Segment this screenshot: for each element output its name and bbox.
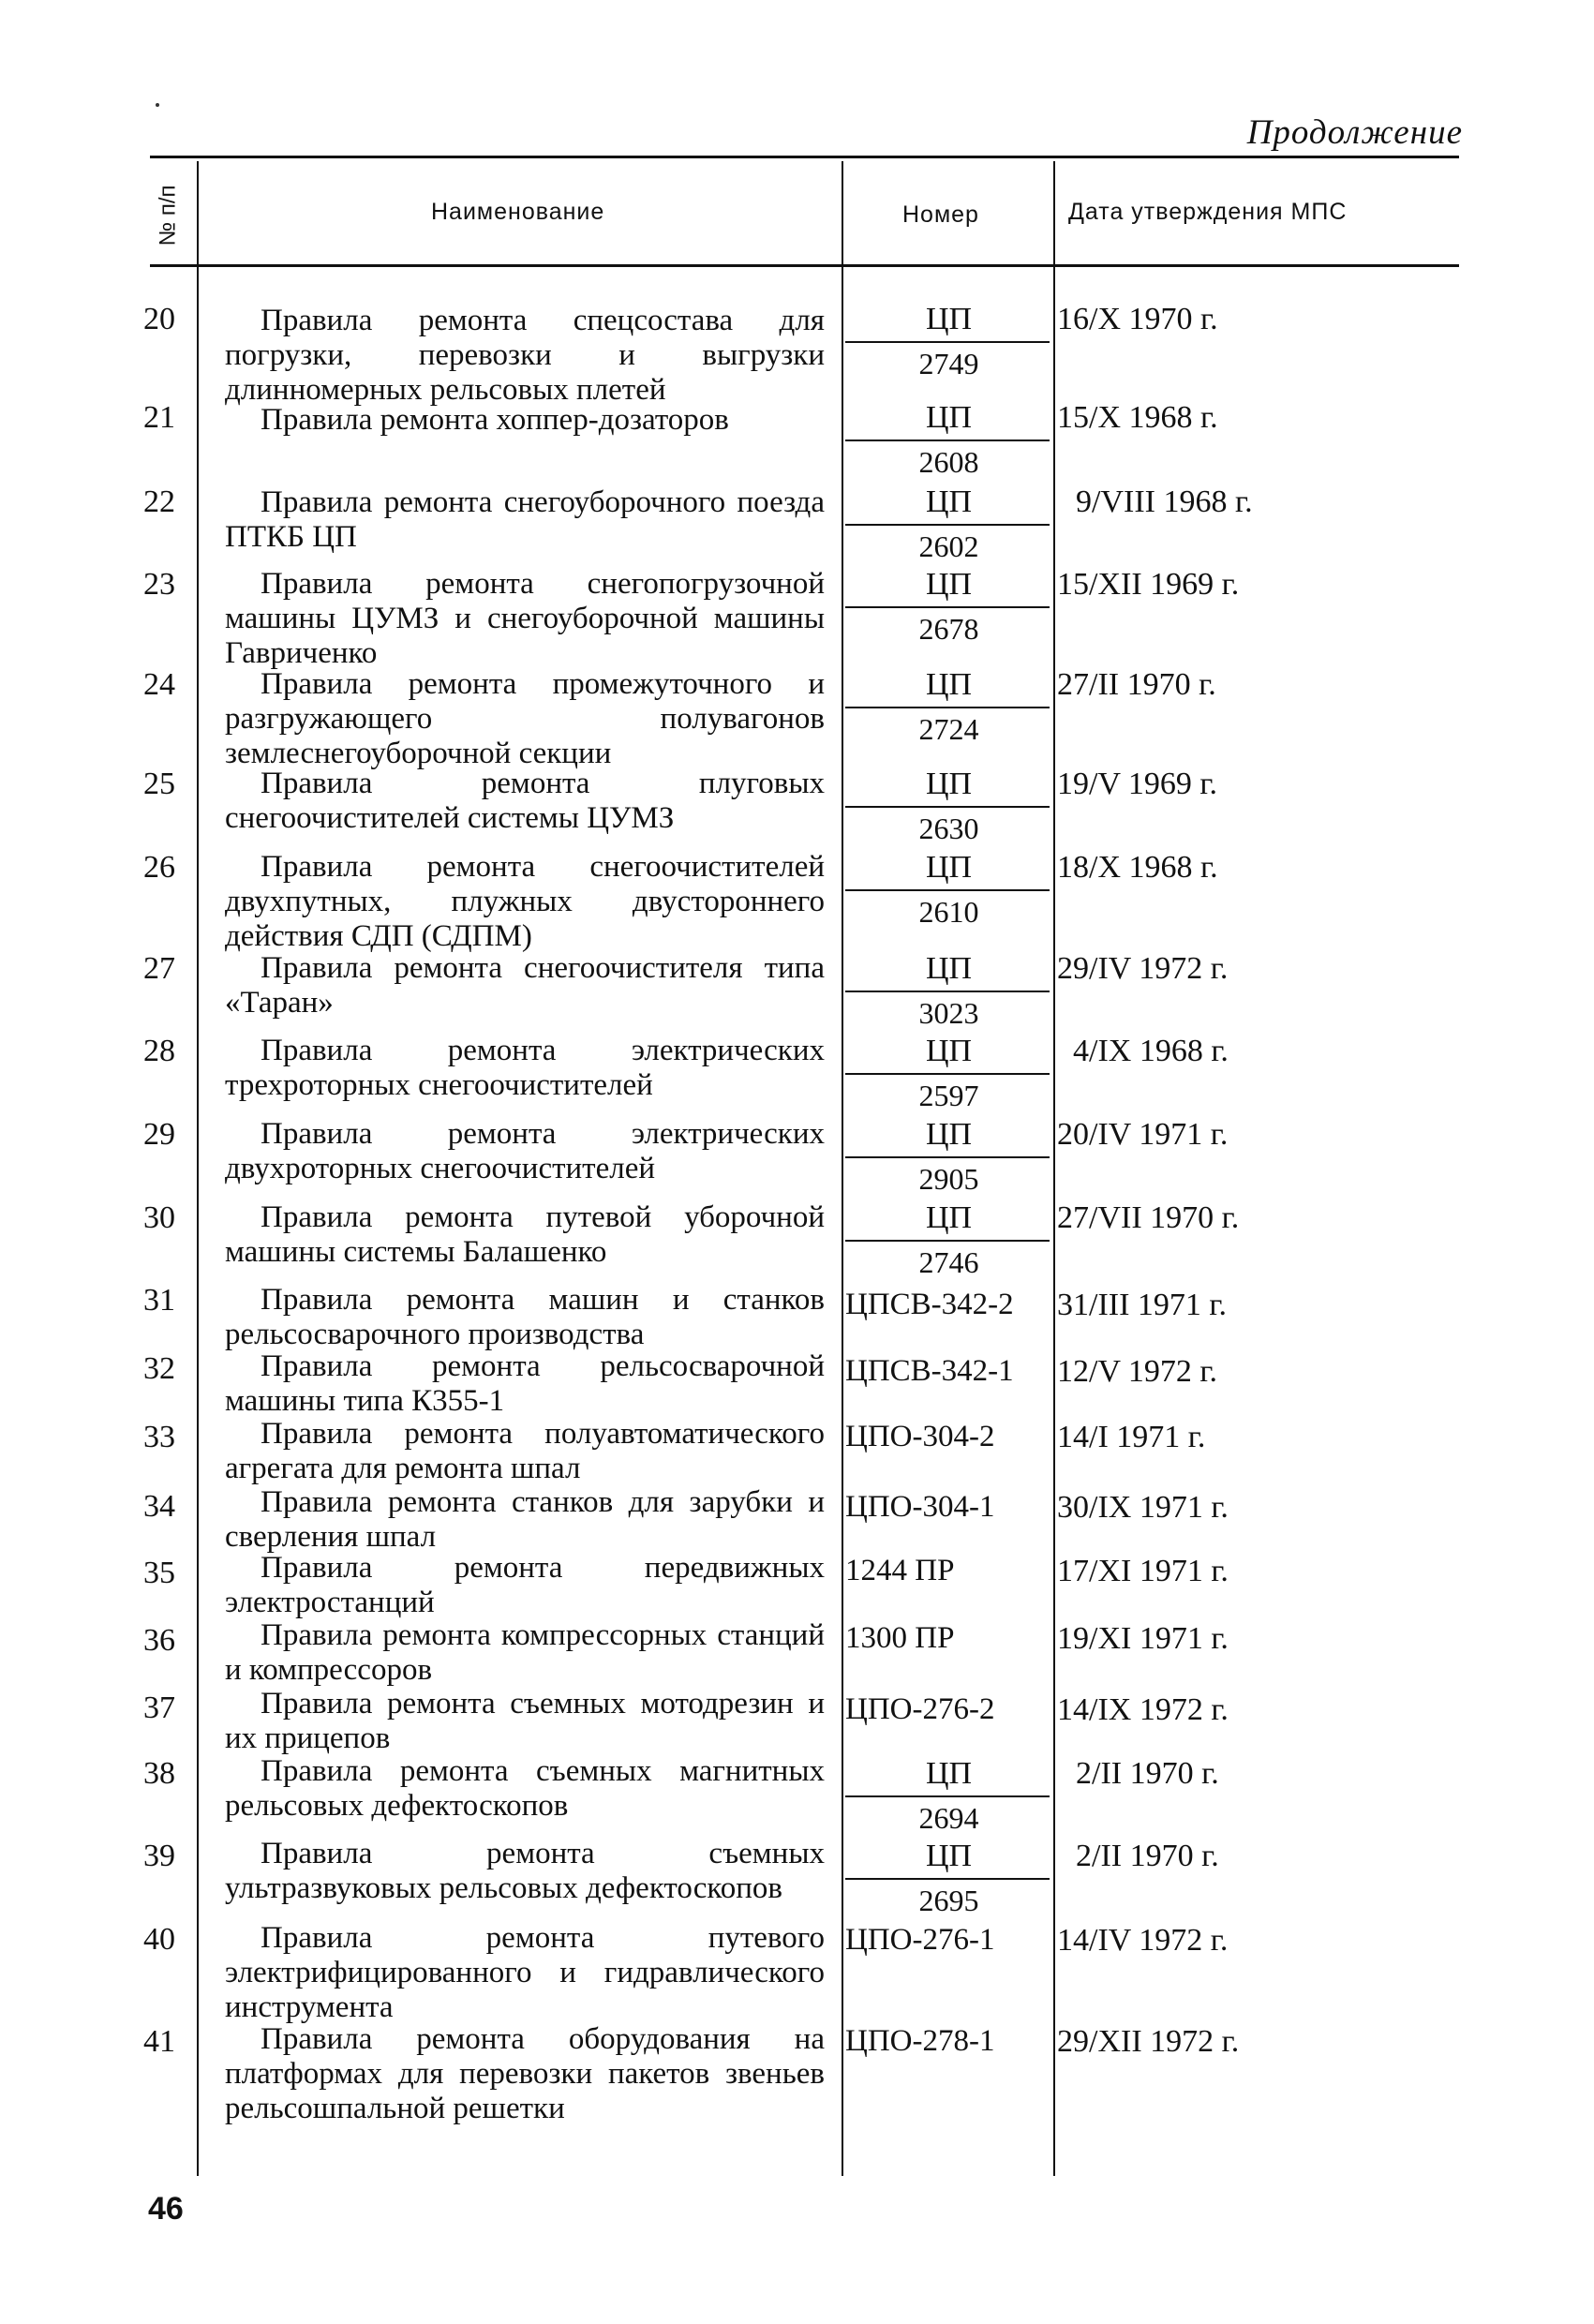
row-number: 41 xyxy=(143,2024,175,2059)
row-number: 32 xyxy=(143,1351,175,1386)
row-number: 26 xyxy=(143,850,175,885)
row-number: 31 xyxy=(143,1283,175,1318)
row-name: Правила ремонта полуавтоматического агрегата для ремонта шпал xyxy=(225,1417,825,1485)
row-number: 33 xyxy=(143,1420,175,1454)
row-date: 14/I 1971 г. xyxy=(1057,1420,1206,1454)
row-date: 18/X 1968 г. xyxy=(1057,850,1218,885)
row-code-top: ЦП xyxy=(925,1839,973,1873)
row-code-fraction-line xyxy=(845,1878,1050,1880)
row-number: 23 xyxy=(143,567,175,602)
row-date: 14/IX 1972 г. xyxy=(1057,1692,1229,1727)
row-code: ЦПО-276-2 xyxy=(845,1692,995,1726)
row-date: 29/XII 1972 г. xyxy=(1057,2024,1240,2059)
row-code-fraction-line xyxy=(845,806,1050,808)
header-bottom-rule xyxy=(150,264,1459,267)
row-code-bottom: 2905 xyxy=(918,1162,979,1196)
row-name: Правила ремонта рельсосварочной машины типа К355-1 xyxy=(225,1349,825,1418)
row-number: 29 xyxy=(143,1117,175,1152)
row-code-bottom: 2724 xyxy=(918,712,979,746)
row-name: Правила ремонта снегоочистителя типа «Таран» xyxy=(225,951,825,1020)
row-number: 40 xyxy=(143,1922,175,1957)
row-date: 2/II 1970 г. xyxy=(1076,1839,1219,1873)
row-code-bottom: 2694 xyxy=(918,1801,979,1835)
row-code-top: ЦП xyxy=(925,1756,973,1791)
row-number: 35 xyxy=(143,1556,175,1590)
row-name: Правила ремонта машин и станков рельсосварочного производства xyxy=(225,1283,825,1351)
row-code-bottom: 2678 xyxy=(918,612,979,646)
col-number-header: Номер xyxy=(902,201,979,228)
row-number: 25 xyxy=(143,767,175,801)
row-code-fraction-line xyxy=(845,524,1050,526)
row-code-fraction-line xyxy=(845,1240,1050,1242)
row-name: Правила ремонта снегоочистителей двухпутных, плужных двустороннего действия СДП (СДПМ) xyxy=(225,850,825,953)
row-name: Правила ремонта компрессорных станций и компрессоров xyxy=(225,1618,825,1687)
row-code: 1244 ПР xyxy=(845,1554,955,1587)
row-code-top: ЦП xyxy=(925,951,973,986)
row-code-top: ЦП xyxy=(925,1117,973,1152)
row-code-bottom: 2608 xyxy=(918,445,979,479)
row-code-fraction-line xyxy=(845,707,1050,708)
row-date: 15/X 1968 г. xyxy=(1057,400,1218,435)
row-date: 17/XI 1971 г. xyxy=(1057,1554,1229,1588)
row-name: Правила ремонта съемных магнитных рельсовых дефектоскопов xyxy=(225,1754,825,1823)
row-number: 38 xyxy=(143,1756,175,1791)
row-number: 30 xyxy=(143,1200,175,1235)
row-name: Правила ремонта спецсостава для погрузки, перевозки и выгрузки длинномерных рельсовых плетей xyxy=(225,304,825,407)
row-name: Правила ремонта съемных ультразвуковых рельсовых дефектоскопов xyxy=(225,1837,825,1905)
row-code-fraction-line xyxy=(845,1073,1050,1075)
row-code-top: ЦП xyxy=(925,484,973,519)
row-name: Правила ремонта плуговых снегоочистителей системы ЦУМЗ xyxy=(225,767,825,835)
row-date: 27/VII 1970 г. xyxy=(1057,1200,1240,1235)
row-number: 28 xyxy=(143,1034,175,1068)
row-date: 31/III 1971 г. xyxy=(1057,1288,1228,1322)
row-date: 29/IV 1972 г. xyxy=(1057,951,1229,986)
row-name: Правила ремонта оборудования на платформах для перевозки пакетов звеньев рельсошпальной решетки xyxy=(225,2022,825,2125)
row-name: Правила ремонта съемных мотодрезин и их прицепов xyxy=(225,1687,825,1755)
row-number: 20 xyxy=(143,302,175,336)
row-code-top: ЦП xyxy=(925,1034,973,1068)
col-name-header: Наименование xyxy=(431,199,605,225)
row-code-bottom: 2746 xyxy=(918,1245,979,1279)
row-code-top: ЦП xyxy=(925,400,973,435)
row-code-bottom: 3023 xyxy=(918,996,979,1030)
row-date: 15/XII 1969 г. xyxy=(1057,567,1240,602)
row-number: 24 xyxy=(143,667,175,702)
row-code-bottom: 2749 xyxy=(918,347,979,380)
row-code: ЦПСВ-342-1 xyxy=(845,1354,1014,1388)
speck xyxy=(156,103,159,107)
row-code-bottom: 2602 xyxy=(918,529,979,563)
row-number: 36 xyxy=(143,1623,175,1658)
row-date: 14/IV 1972 г. xyxy=(1057,1923,1229,1958)
row-code-top: ЦП xyxy=(925,302,973,336)
row-name: Правила ремонта путевой уборочной машины системы Балашенко xyxy=(225,1200,825,1269)
row-date: 16/X 1970 г. xyxy=(1057,302,1218,336)
col-no-header: № п/п xyxy=(156,185,182,246)
row-code: ЦПСВ-342-2 xyxy=(845,1288,1014,1321)
row-code: ЦПО-304-1 xyxy=(845,1490,995,1524)
row-name: Правила ремонта промежуточного и разгружающего полувагонов землеснегоуборочной секции xyxy=(225,667,825,770)
row-code-bottom: 2597 xyxy=(918,1079,979,1112)
row-code: ЦПО-278-1 xyxy=(845,2024,995,2058)
row-code-bottom: 2630 xyxy=(918,812,979,845)
row-number: 21 xyxy=(143,400,175,435)
row-date: 2/II 1970 г. xyxy=(1076,1756,1219,1791)
row-name: Правила ремонта снегоуборочного поезда ПТКБ ЦП xyxy=(225,485,825,554)
row-number: 37 xyxy=(143,1691,175,1725)
row-code-top: ЦП xyxy=(925,667,973,702)
col-date-header: Дата утверждения МПС xyxy=(1068,199,1348,225)
col-divider-1 xyxy=(197,161,199,2176)
row-code-top: ЦП xyxy=(925,567,973,602)
row-name: Правила ремонта электрических трехроторных снегоочистителей xyxy=(225,1034,825,1102)
row-date: 30/IX 1971 г. xyxy=(1057,1490,1229,1525)
row-code-fraction-line xyxy=(845,889,1050,891)
row-number: 39 xyxy=(143,1839,175,1873)
row-code-fraction-line xyxy=(845,991,1050,992)
row-date: 12/V 1972 г. xyxy=(1057,1354,1217,1389)
row-date: 19/XI 1971 г. xyxy=(1057,1621,1229,1656)
row-code: ЦПО-276-1 xyxy=(845,1923,995,1957)
col-no-header-wrap xyxy=(141,187,197,244)
row-date: 20/IV 1971 г. xyxy=(1057,1117,1229,1152)
page-number: 46 xyxy=(148,2191,184,2227)
row-number: 27 xyxy=(143,951,175,986)
row-code-fraction-line xyxy=(845,341,1050,343)
row-code-top: ЦП xyxy=(925,1200,973,1235)
row-code: ЦПО-304-2 xyxy=(845,1420,995,1453)
row-code-fraction-line xyxy=(845,1156,1050,1158)
row-name: Правила ремонта путевого электрифицированного и гидравлического инструмента xyxy=(225,1921,825,2024)
row-date: 19/V 1969 г. xyxy=(1057,767,1217,801)
row-date: 4/IX 1968 г. xyxy=(1073,1034,1229,1068)
row-name: Правила ремонта передвижных электростанций xyxy=(225,1551,825,1619)
row-code-top: ЦП xyxy=(925,767,973,801)
row-code-fraction-line xyxy=(845,439,1050,441)
row-code-fraction-line xyxy=(845,606,1050,608)
row-name: Правила ремонта станков для зарубки и сверления шпал xyxy=(225,1485,825,1554)
row-number: 22 xyxy=(143,484,175,519)
row-number: 34 xyxy=(143,1489,175,1524)
row-name: Правила ремонта хоппер-дозаторов xyxy=(261,403,729,437)
row-code-top: ЦП xyxy=(925,850,973,885)
row-code-fraction-line xyxy=(845,1795,1050,1797)
row-date: 27/II 1970 г. xyxy=(1057,667,1216,702)
row-code-bottom: 2610 xyxy=(918,895,979,929)
row-code: 1300 ПР xyxy=(845,1621,955,1655)
row-date: 9/VIII 1968 г. xyxy=(1076,484,1253,519)
row-name: Правила ремонта снегопогрузочной машины ЦУМЗ и снегоуборочной машины Гавриченко xyxy=(225,567,825,670)
row-name: Правила ремонта электрических двухроторных снегоочистителей xyxy=(225,1117,825,1185)
row-code-bottom: 2695 xyxy=(918,1884,979,1917)
top-rule xyxy=(150,156,1459,158)
continuation-label: Продолжение xyxy=(1246,113,1463,152)
